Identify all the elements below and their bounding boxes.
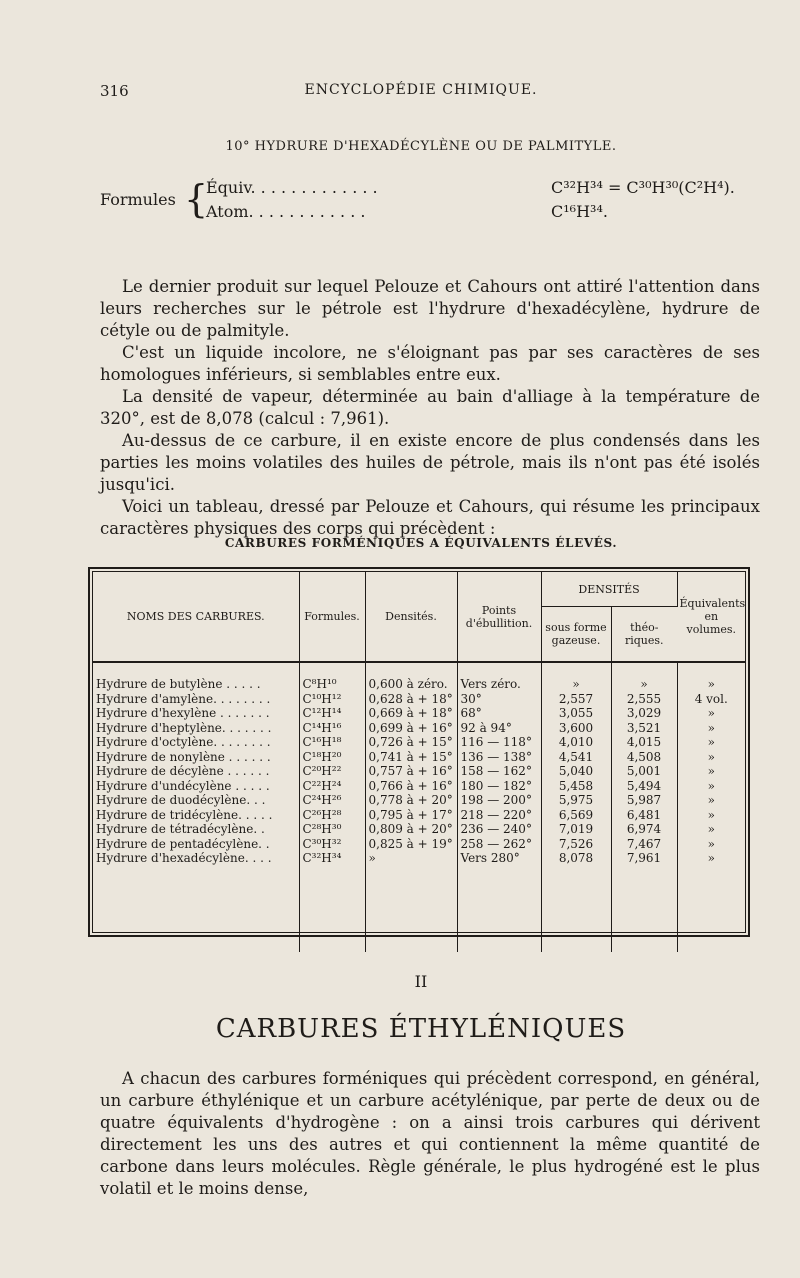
cell-gas-density: 6,569 (541, 808, 611, 823)
cell-boiling: 136 — 138° (457, 750, 541, 765)
cell-density: 0,726 à + 15° (365, 735, 457, 750)
data-table-frame (92, 571, 746, 933)
cell-formula: C¹⁸H²⁰ (299, 750, 365, 765)
cell-equivalents: » (707, 749, 715, 764)
cell-equivalents: » (707, 764, 715, 778)
section-heading: CARBURES ÉTHYLÉNIQUES (215, 1014, 627, 1044)
cell-density: 0,669 à + 18° (365, 706, 457, 721)
table-row (93, 692, 745, 707)
cell-boiling: 236 — 240° (457, 822, 541, 837)
table-row (93, 822, 745, 837)
cell-formula: C⁸H¹⁰ (299, 662, 365, 692)
cell-name: Hydrure de duodécylène. . . (93, 793, 299, 808)
page-header (100, 82, 742, 104)
cell-theoretical-density: 4,015 (611, 735, 677, 750)
cell-name: Hydrure de tridécylène. . . . . (93, 808, 299, 823)
table-row (93, 764, 745, 779)
cell-gas-density: 2,557 (541, 692, 611, 707)
cell-name: Hydrure de butylène . . . . . (93, 662, 299, 692)
section2-text (100, 1068, 760, 1200)
cell-gas-density: 4,541 (541, 750, 611, 765)
formula-atom-row (206, 202, 608, 221)
cell-density: 0,825 à + 19° (365, 837, 457, 852)
cell-boiling: 92 à 94° (457, 721, 541, 736)
cell-theoretical-density: » (611, 662, 677, 692)
cell-name: Hydrure d'heptylène. . . . . . . (93, 721, 299, 736)
formula-atom-label: Atom. . . . . . . . . . . . (206, 202, 366, 221)
cell-density: 0,628 à + 18° (365, 692, 457, 707)
cell-theoretical-density: 7,467 (611, 837, 677, 852)
header-densites-group: DENSITÉS (541, 572, 677, 607)
paragraph: C'est un liquide incolore, ne s'éloignant pas par ses caractères de ses homologues inférieurs, si semblables entre eux. (100, 343, 760, 384)
cell-theoretical-density: 5,494 (611, 779, 677, 794)
cell-name: Hydrure de nonylène . . . . . . (93, 750, 299, 765)
cell-theoretical-density: 3,521 (611, 721, 677, 736)
cell-formula: C³⁰H³² (299, 837, 365, 852)
cell-density: 0,809 à + 20° (365, 822, 457, 837)
paragraph: Au-dessus de ce carbure, il en existe encore de plus condensés dans les parties les moins volatiles des huiles de pétrole, mais ils n'ont pas été isolés jusqu'ici. (100, 431, 760, 494)
table-row (93, 808, 745, 823)
cell-theoretical-density: 6,481 (611, 808, 677, 823)
cell-density: 0,757 à + 16° (365, 764, 457, 779)
table-row (93, 779, 745, 794)
cell-equivalents: » (707, 836, 715, 851)
table-row (93, 706, 745, 721)
cell-gas-density: 3,055 (541, 706, 611, 721)
cell-gas-density: 5,040 (541, 764, 611, 779)
cell-formula: C¹²H¹⁴ (299, 706, 365, 721)
cell-formula: C¹⁶H¹⁸ (299, 735, 365, 750)
cell-equivalents: 4 vol. (694, 691, 728, 706)
cell-equivalents: » (707, 793, 715, 807)
paragraph: A chacun des carbures forméniques qui précèdent correspond, en général, un carbure éthylénique et un carbure acétylénique, par perte de deux ou de quatre équivalents d'hydrogène : on a ainsi trois carbures qui dérivent directement les uns des autres et qui contiennent la même quantité de carbone dans leurs molécules. Règle générale, le plus hydrogéné est le plus volatil et le moins dense, (100, 1069, 760, 1198)
paragraph: Le dernier produit sur lequel Pelouze et Cahours ont attiré l'attention dans leurs recherches sur le pétrole est l'hydrure d'hexadécylène, hydrure de cétyle ou de palmityle. (100, 277, 760, 340)
cell-gas-density: 5,458 (541, 779, 611, 794)
cell-formula: C¹⁰H¹² (299, 692, 365, 707)
table-title: CARBURES FORMÉNIQUES A ÉQUIVALENTS ÉLEVÉS. (224, 536, 618, 550)
cell-theoretical-density: 4,508 (611, 750, 677, 765)
header-densities: Densités. (365, 572, 457, 662)
cell-equivalents: » (707, 851, 715, 865)
cell-gas-density: 8,078 (541, 851, 611, 866)
cell-density: 0,741 à + 15° (365, 750, 457, 765)
cell-density: » (365, 851, 457, 866)
cell-theoretical-density: 3,029 (611, 706, 677, 721)
table-row (93, 750, 745, 765)
cell-gas-density: 7,019 (541, 822, 611, 837)
cell-gas-density: 5,975 (541, 793, 611, 808)
paragraph: La densité de vapeur, déterminée au bain d'alliage à la température de 320°, est de 8,078 (calcul : 7,961). (100, 387, 760, 428)
table-row (93, 793, 745, 808)
cell-name: Hydrure de décylène . . . . . . (93, 764, 299, 779)
cell-density: 0,778 à + 20° (365, 793, 457, 808)
cell-boiling: 116 — 118° (457, 735, 541, 750)
cell-gas-density: 3,600 (541, 721, 611, 736)
header-theoretical: théo- riques. (624, 621, 664, 647)
paragraph: Voici un tableau, dressé par Pelouze et Cahours, qui résume les principaux caractères physiques des corps qui précèdent : (100, 497, 760, 538)
cell-theoretical-density: 7,961 (611, 851, 677, 866)
cell-boiling: 180 — 182° (457, 779, 541, 794)
cell-density: 0,795 à + 17° (365, 808, 457, 823)
cell-density: 0,766 à + 16° (365, 779, 457, 794)
cell-name: Hydrure de pentadécylène. . (93, 837, 299, 852)
cell-name: Hydrure d'hexylène . . . . . . . (93, 706, 299, 721)
cell-boiling: 218 — 220° (457, 808, 541, 823)
cell-boiling: 258 — 262° (457, 837, 541, 852)
cell-equivalents: » (707, 807, 715, 822)
cell-formula: C¹⁴H¹⁶ (299, 721, 365, 736)
cell-boiling: 30° (457, 692, 541, 707)
formula-equiv-row (206, 178, 735, 197)
header-names: NOMS DES CARBURES. (93, 572, 299, 662)
running-title: ENCYCLOPÉDIE CHIMIQUE. (304, 82, 538, 98)
data-table (93, 572, 745, 952)
cell-boiling: 68° (457, 706, 541, 721)
table-row (93, 662, 745, 692)
cell-boiling: 198 — 200° (457, 793, 541, 808)
cell-name: Hydrure de tétradécylène. . (93, 822, 299, 837)
header-equivalents: Équivalents en volumes. (679, 597, 746, 636)
cell-equivalents: » (707, 677, 715, 691)
cell-equivalents: » (707, 822, 715, 836)
brace: { (184, 177, 209, 221)
table-row (93, 851, 745, 866)
formula-atom-value: C¹⁶H³⁴. (551, 202, 608, 221)
table-row (93, 735, 745, 750)
cell-equivalents: » (707, 706, 715, 720)
cell-theoretical-density: 5,001 (611, 764, 677, 779)
cell-boiling: Vers 280° (457, 851, 541, 866)
header-boiling: Points d'ébullition. (457, 572, 541, 662)
table-body (93, 662, 745, 952)
cell-theoretical-density: 2,555 (611, 692, 677, 707)
cell-boiling: Vers zéro. (457, 662, 541, 692)
cell-name: Hydrure d'undécylène . . . . . (93, 779, 299, 794)
section-number: II (414, 972, 428, 991)
cell-formula: C³²H³⁴ (299, 851, 365, 866)
table-row (93, 721, 745, 736)
cell-name: Hydrure d'amylène. . . . . . . . (93, 692, 299, 707)
cell-formula: C²⁴H²⁶ (299, 793, 365, 808)
cell-equivalents: » (707, 735, 715, 749)
header-gaseous: sous forme gazeuse. (541, 607, 611, 663)
cell-equivalents: » (707, 720, 715, 735)
header-formulas: Formules. (299, 572, 365, 662)
cell-theoretical-density: 5,987 (611, 793, 677, 808)
cell-gas-density: » (541, 662, 611, 692)
cell-name: Hydrure d'hexadécylène. . . . (93, 851, 299, 866)
formulas-label: Formules (100, 190, 176, 209)
table-bottom-space (93, 866, 745, 952)
cell-theoretical-density: 6,974 (611, 822, 677, 837)
intro-text (100, 276, 760, 540)
cell-formula: C²²H²⁴ (299, 779, 365, 794)
cell-formula: C²⁶H²⁸ (299, 808, 365, 823)
page-number: 316 (100, 82, 129, 100)
formula-equiv-label: Équiv. . . . . . . . . . . . . (206, 178, 378, 197)
cell-formula: C²⁰H²² (299, 764, 365, 779)
cell-density: 0,600 à zéro. (365, 662, 457, 692)
cell-formula: C²⁸H³⁰ (299, 822, 365, 837)
table-row (93, 837, 745, 852)
cell-boiling: 158 — 162° (457, 764, 541, 779)
formulas-block (100, 177, 735, 224)
formula-equiv-value: C³²H³⁴ = C³⁰H³⁰(C²H⁴). (551, 178, 735, 197)
cell-equivalents: » (707, 778, 715, 793)
cell-name: Hydrure d'octylène. . . . . . . . (93, 735, 299, 750)
cell-gas-density: 7,526 (541, 837, 611, 852)
cell-density: 0,699 à + 16° (365, 721, 457, 736)
cell-gas-density: 4,010 (541, 735, 611, 750)
section-title: 10° HYDRURE D'HEXADÉCYLÈNE OU DE PALMITYLE. (225, 139, 617, 154)
